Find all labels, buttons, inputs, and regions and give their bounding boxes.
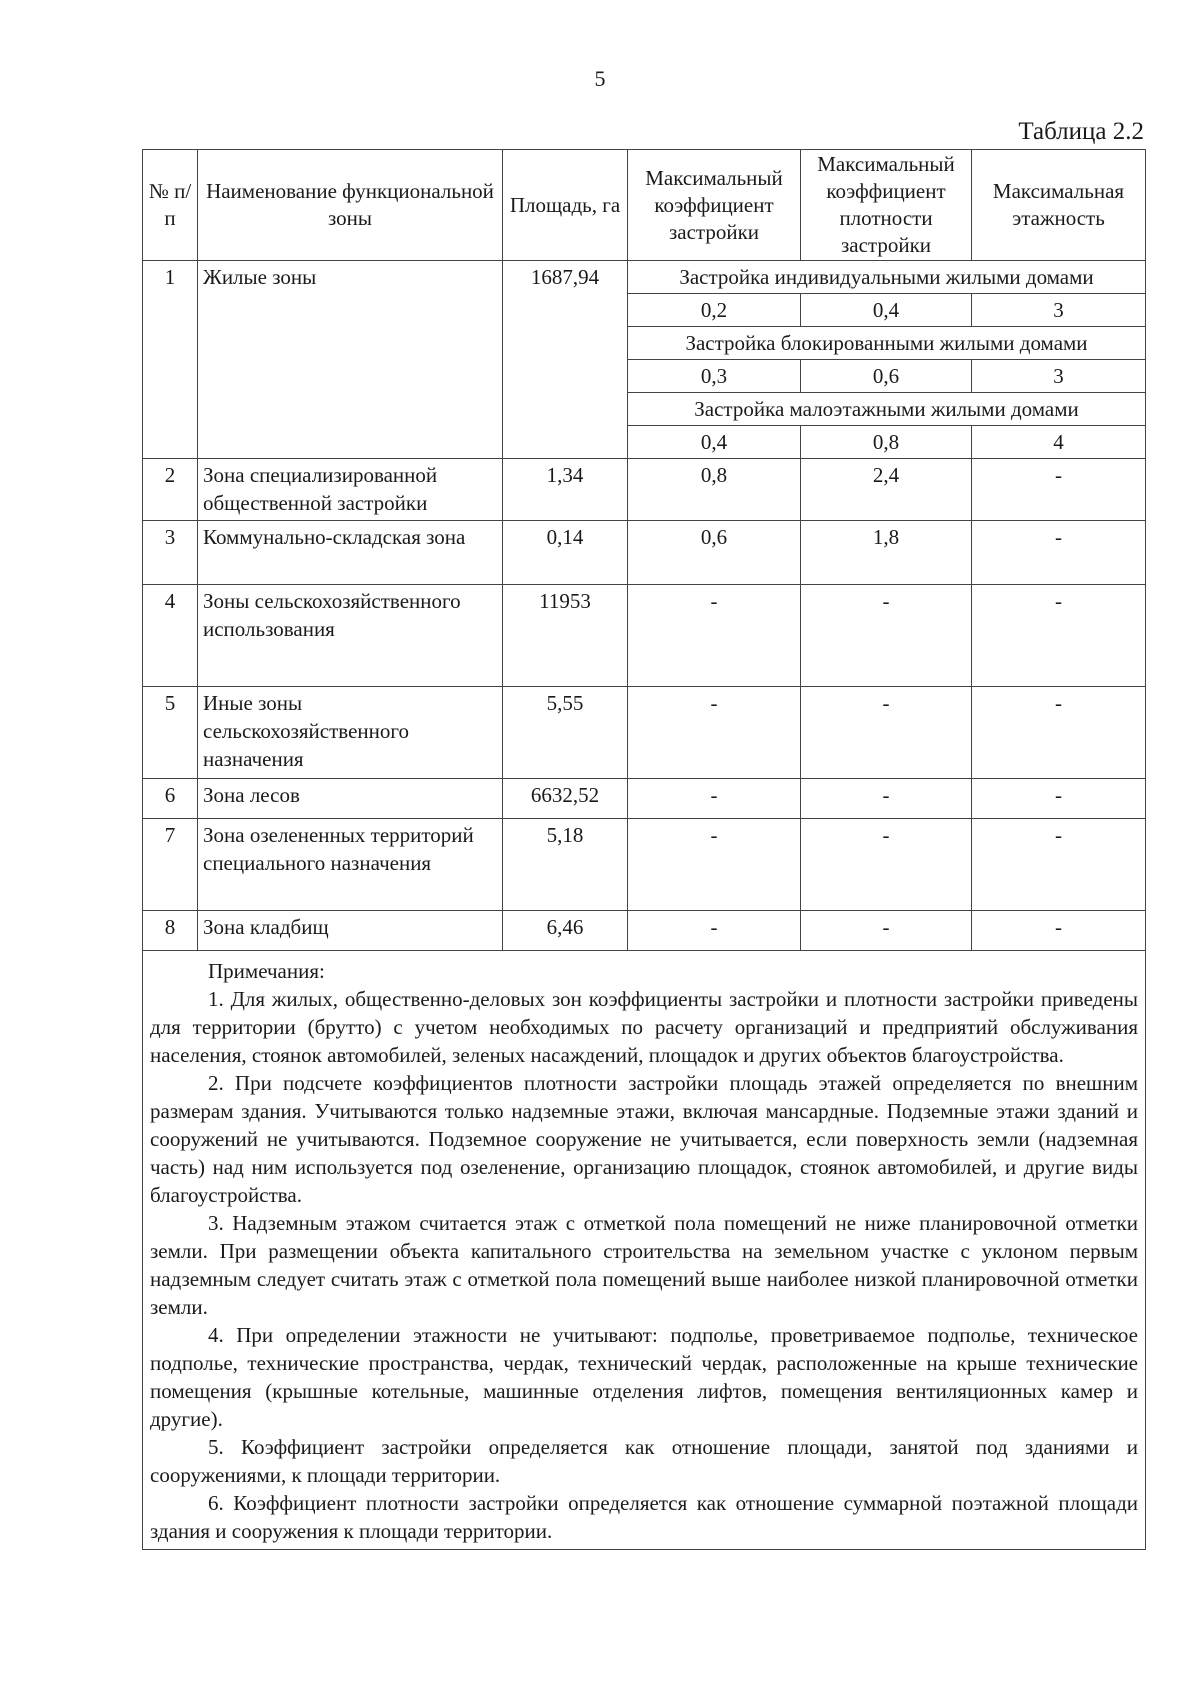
notes-cell bbox=[143, 951, 1146, 1550]
cell-coef-build: 0,4 bbox=[628, 426, 801, 459]
row-num: 5 bbox=[143, 687, 198, 779]
cell-coef-density: 1,8 bbox=[801, 521, 972, 585]
table-row bbox=[143, 585, 1146, 687]
header-max-coef-build: Максимальный коэффициент застройки bbox=[628, 150, 801, 261]
cell-max-floors: - bbox=[972, 687, 1146, 779]
cell-coef-density: 0,6 bbox=[801, 360, 972, 393]
subzone-title: Застройка индивидуальными жилыми домами bbox=[628, 261, 1146, 294]
header-row bbox=[143, 150, 1146, 261]
row-area: 11953 bbox=[503, 585, 628, 687]
row-name: Зоны сельскохозяйственного использования bbox=[198, 585, 503, 687]
row-area: 5,18 bbox=[503, 819, 628, 911]
cell-coef-density: 2,4 bbox=[801, 459, 972, 521]
cell-max-floors: - bbox=[972, 459, 1146, 521]
row-area: 6,46 bbox=[503, 911, 628, 951]
cell-coef-density: - bbox=[801, 585, 972, 687]
row-area: 5,55 bbox=[503, 687, 628, 779]
cell-coef-density: - bbox=[801, 687, 972, 779]
cell-max-floors: - bbox=[972, 911, 1146, 951]
row-num: 3 bbox=[143, 521, 198, 585]
row-num: 1 bbox=[143, 261, 198, 459]
table-row bbox=[143, 819, 1146, 911]
cell-max-floors: 4 bbox=[972, 426, 1146, 459]
cell-max-floors: - bbox=[972, 521, 1146, 585]
row-name: Коммунально-складская зона bbox=[198, 521, 503, 585]
table-row bbox=[143, 459, 1146, 521]
header-name: Наименование функциональной зоны bbox=[198, 150, 503, 261]
page-number: 5 bbox=[594, 66, 606, 91]
cell-coef-build: 0,2 bbox=[628, 294, 801, 327]
notes-title: Примечания: bbox=[208, 959, 325, 983]
note-paragraph: 3. Надземным этажом считается этаж с отметкой пола помещений не ниже планировочной отметки земли. При размещении объекта капитального строительства на земельном участке с уклоном первым надземным следует считать этаж с отметкой пола помещений выше наиболее низкой планировочной отметки земли. bbox=[150, 1211, 1138, 1319]
row-num: 8 bbox=[143, 911, 198, 951]
note-paragraph: 6. Коэффициент плотности застройки определяется как отношение суммарной поэтажной площади здания и сооружения к площади территории. bbox=[150, 1491, 1138, 1543]
cell-coef-density: - bbox=[801, 779, 972, 819]
row-name: Иные зоны сельскохозяйственного назначения bbox=[198, 687, 503, 779]
header-max-floors: Максимальная этажность bbox=[972, 150, 1146, 261]
cell-coef-density: 0,4 bbox=[801, 294, 972, 327]
cell-coef-density: 0,8 bbox=[801, 426, 972, 459]
cell-coef-build: 0,8 bbox=[628, 459, 801, 521]
row-num: 6 bbox=[143, 779, 198, 819]
zones-table bbox=[142, 149, 1146, 1550]
header-num: № п/п bbox=[143, 150, 198, 261]
cell-coef-build: 0,6 bbox=[628, 521, 801, 585]
row-area: 1687,94 bbox=[503, 261, 628, 459]
table-row bbox=[143, 911, 1146, 951]
table-caption: Таблица 2.2 bbox=[1018, 118, 1144, 145]
cell-coef-build: - bbox=[628, 687, 801, 779]
note-paragraph: 5. Коэффициент застройки определяется как отношение площади, занятой под зданиями и сооружениями, к площади территории. bbox=[150, 1435, 1138, 1487]
table-row bbox=[143, 261, 1146, 294]
header-area: Площадь, га bbox=[503, 150, 628, 261]
row-area: 1,34 bbox=[503, 459, 628, 521]
row-name: Зона кладбищ bbox=[198, 911, 503, 951]
cell-max-floors: 3 bbox=[972, 360, 1146, 393]
row-num: 7 bbox=[143, 819, 198, 911]
table-row bbox=[143, 687, 1146, 779]
table-row bbox=[143, 779, 1146, 819]
note-paragraph: 1. Для жилых, общественно-деловых зон коэффициенты застройки и плотности застройки приведены для территории (брутто) с учетом необходимых по расчету организаций и предприятий обслуживания населения, стоянок автомобилей, зеленых насаждений, площадок и других объектов благоустройства. bbox=[150, 987, 1138, 1067]
note-paragraph: 2. При подсчете коэффициентов плотности застройки площадь этажей определяется по внешним размерам здания. Учитываются только надземные этажи, включая мансардные. Подземные этажи зданий и сооружений не учитываются. Подземное сооружение не учитывается, если поверхность земли (надземная часть) над ним используется под озеленение, организацию площадок, стоянок автомобилей, и другие виды благоустройства. bbox=[150, 1071, 1138, 1207]
cell-coef-build: - bbox=[628, 779, 801, 819]
row-name: Зона озелененных территорий специального назначения bbox=[198, 819, 503, 911]
subzone-title: Застройка малоэтажными жилыми домами bbox=[628, 393, 1146, 426]
row-num: 2 bbox=[143, 459, 198, 521]
row-num: 4 bbox=[143, 585, 198, 687]
cell-coef-build: - bbox=[628, 585, 801, 687]
cell-max-floors: - bbox=[972, 779, 1146, 819]
row-name: Жилые зоны bbox=[198, 261, 503, 459]
cell-max-floors: - bbox=[972, 819, 1146, 911]
cell-max-floors: 3 bbox=[972, 294, 1146, 327]
subzone-title: Застройка блокированными жилыми домами bbox=[628, 327, 1146, 360]
cell-coef-build: - bbox=[628, 911, 801, 951]
cell-coef-build: - bbox=[628, 819, 801, 911]
note-paragraph: 4. При определении этажности не учитывают: подполье, проветриваемое подполье, техническое подполье, технические пространства, чердак, технический чердак, расположенные на крыше технические помещения (крышные котельные, машинные отделения лифтов, помещения вентиляционных камер и другие). bbox=[150, 1323, 1138, 1431]
cell-max-floors: - bbox=[972, 585, 1146, 687]
cell-coef-density: - bbox=[801, 911, 972, 951]
row-name: Зона специализированной общественной застройки bbox=[198, 459, 503, 521]
table-row bbox=[143, 521, 1146, 585]
cell-coef-build: 0,3 bbox=[628, 360, 801, 393]
row-area: 0,14 bbox=[503, 521, 628, 585]
notes-row bbox=[143, 951, 1146, 1550]
row-name: Зона лесов bbox=[198, 779, 503, 819]
row-area: 6632,52 bbox=[503, 779, 628, 819]
cell-coef-density: - bbox=[801, 819, 972, 911]
header-max-coef-density: Максимальный коэффициент плотности застройки bbox=[801, 150, 972, 261]
